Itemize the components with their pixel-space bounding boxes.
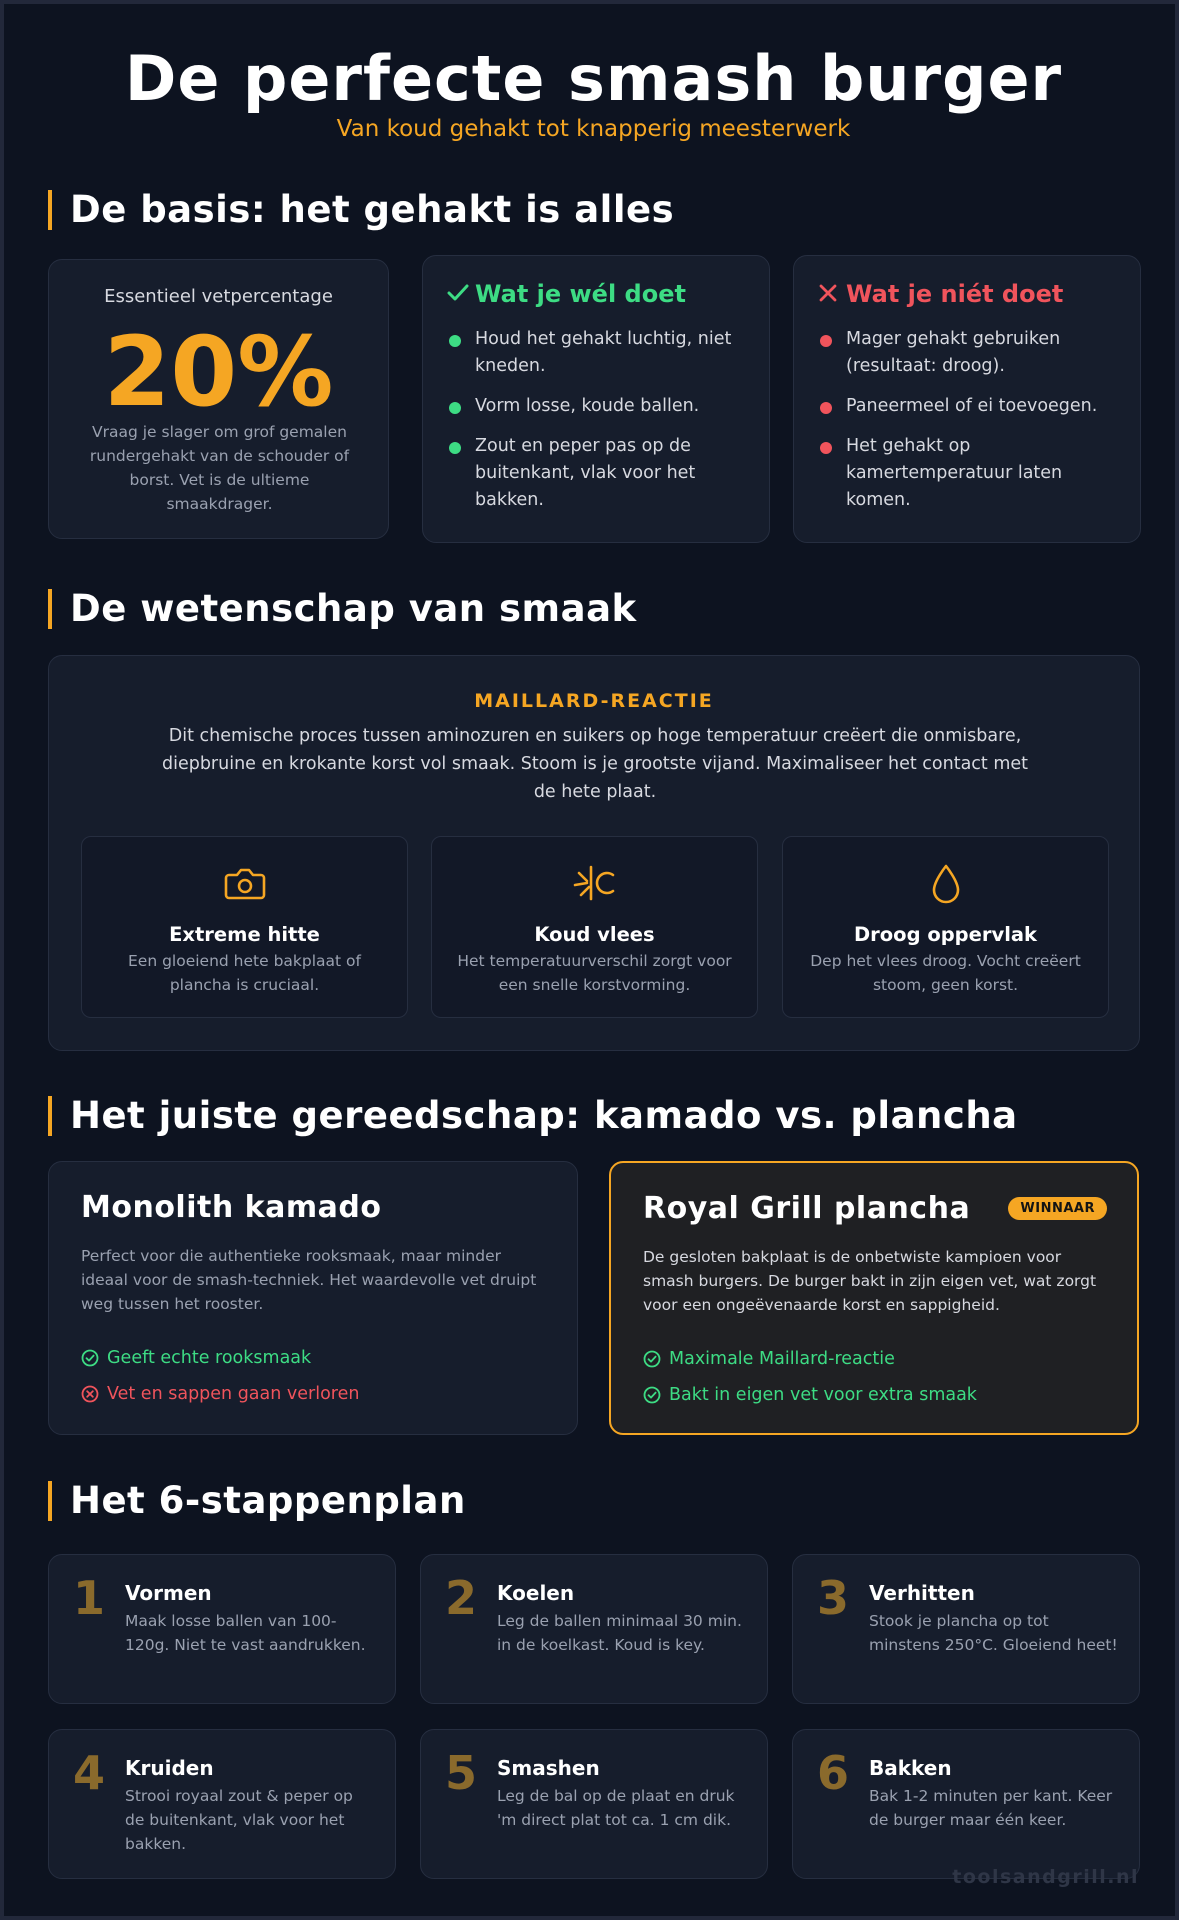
bullet-icon xyxy=(449,335,461,347)
dont-heading xyxy=(818,280,1063,308)
list-item xyxy=(447,326,751,380)
pro-text: Geeft echte rooksmaak xyxy=(107,1348,312,1368)
pros-list xyxy=(81,1340,557,1412)
do-list xyxy=(447,326,751,527)
camera-icon xyxy=(82,863,407,903)
dont-list xyxy=(818,326,1122,527)
bullet-icon xyxy=(449,442,461,454)
pro-item xyxy=(643,1341,1117,1377)
check-circle-icon xyxy=(643,1350,669,1368)
list-item xyxy=(447,433,751,514)
list-item xyxy=(818,326,1122,380)
step-card xyxy=(792,1554,1140,1704)
step-number: 1 xyxy=(73,1571,106,1625)
x-icon xyxy=(818,280,846,308)
list-item-text: Vorm losse, koude ballen. xyxy=(475,396,700,416)
pro-text: Bakt in eigen vet voor extra smaak xyxy=(669,1385,977,1405)
list-item-text: Houd het gehakt luchtig, niet kneden. xyxy=(475,329,732,376)
step-description: Leg de bal op de plaat en druk 'm direct plat tot ca. 1 cm dik. xyxy=(497,1787,735,1829)
science-card xyxy=(48,655,1140,1051)
step-number: 3 xyxy=(817,1571,850,1625)
pro-item xyxy=(643,1377,1117,1413)
do-title: Wat je wél doet xyxy=(475,280,686,308)
factor-card xyxy=(81,836,408,1018)
watermark: toolsandgrill.nl xyxy=(952,1866,1139,1888)
factor-description: Het temperatuurverschil zorgt voor een snelle korstvorming. xyxy=(457,952,732,994)
section-title-basis: De basis: het gehakt is alles xyxy=(48,190,674,230)
fat-description: Vraag je slager om grof gemalen rundergehakt van de schouder of borst. Vet is de ultieme smaakdrager. xyxy=(89,423,350,513)
page-title: De perfecte smash burger xyxy=(124,42,1063,115)
fat-percentage-card xyxy=(48,259,389,539)
tool-description: De gesloten bakplaat is de onbetwiste kampioen voor smash burgers. De burger bakt in zijn eigen vet, wat zorgt voor een ongeëvenaarde korst en sappigheid. xyxy=(643,1248,1097,1314)
step-title: Verhitten xyxy=(869,1581,975,1605)
step-number: 6 xyxy=(817,1746,850,1800)
section-title-steps: Het 6-stappenplan xyxy=(48,1481,466,1521)
kamado-card xyxy=(48,1161,578,1435)
check-circle-icon xyxy=(81,1349,107,1367)
step-title: Koelen xyxy=(497,1581,575,1605)
factor-description: Dep het vlees droog. Vocht creëert stoom, geen korst. xyxy=(810,952,1081,994)
step-description: Bak 1-2 minuten per kant. Keer de burger maar één keer. xyxy=(869,1787,1113,1829)
pro-item xyxy=(81,1340,557,1376)
bullet-icon xyxy=(820,442,832,454)
step-card xyxy=(48,1554,396,1704)
list-item-text: Zout en peper pas op de buitenkant, vlak voor het bakken. xyxy=(475,436,696,510)
fat-value: 20% xyxy=(103,316,334,428)
factor-title: Koud vlees xyxy=(534,923,655,946)
list-item xyxy=(818,433,1122,514)
step-description: Maak losse ballen van 100-120g. Niet te vast aandrukken. xyxy=(125,1612,366,1654)
step-card xyxy=(420,1729,768,1879)
con-text: Vet en sappen gaan verloren xyxy=(107,1384,360,1404)
tool-name: Royal Grill plancha xyxy=(643,1191,971,1226)
tool-name: Monolith kamado xyxy=(81,1190,382,1225)
step-title: Kruiden xyxy=(125,1756,214,1780)
bullet-icon xyxy=(820,335,832,347)
step-card xyxy=(792,1729,1140,1879)
step-title: Vormen xyxy=(125,1581,212,1605)
section-title-science: De wetenschap van smaak xyxy=(48,589,637,629)
step-description: Stook je plancha op tot minstens 250°C. Gloeiend heet! xyxy=(869,1612,1118,1654)
step-description: Leg de ballen minimaal 30 min. in de koelkast. Koud is key. xyxy=(497,1612,742,1654)
factor-title: Extreme hitte xyxy=(169,923,320,946)
winner-badge: WINNAAR xyxy=(1008,1197,1107,1220)
section-title-tools: Het juiste gereedschap: kamado vs. plancha xyxy=(48,1096,1018,1136)
tool-description: Perfect voor die authentieke rooksmaak, maar minder ideaal voor de smash-techniek. Het waardevolle vet druipt weg tussen het rooster. xyxy=(81,1247,537,1313)
check-icon xyxy=(447,280,475,308)
bullet-icon xyxy=(449,402,461,414)
maillard-title: MAILLARD-REACTIE xyxy=(474,690,714,712)
check-circle-icon xyxy=(643,1386,669,1404)
step-title: Smashen xyxy=(497,1756,600,1780)
step-card xyxy=(420,1554,768,1704)
do-heading xyxy=(447,280,686,308)
maillard-text: Dit chemische proces tussen aminozuren en suikers op hoge temperatuur creëert die onmisbare, diepbruine en krokante korst vol smaak. Stoom is je grootste vijand. Maximaliseer het contact met de hete plaat. xyxy=(161,726,1029,802)
step-description: Strooi royaal zout & peper op de buitenkant, vlak voor het bakken. xyxy=(125,1787,353,1853)
factor-description: Een gloeiend hete bakplaat of plancha is cruciaal. xyxy=(128,952,361,994)
dont-card xyxy=(793,255,1141,543)
plancha-card xyxy=(609,1161,1139,1435)
page-subtitle: Van koud gehakt tot knapperig meesterwerk xyxy=(336,116,851,142)
step-number: 5 xyxy=(445,1746,478,1800)
bullet-icon xyxy=(820,402,832,414)
step-card xyxy=(48,1729,396,1879)
list-item xyxy=(447,393,751,420)
dont-title: Wat je niét doet xyxy=(846,280,1064,308)
fat-label: Essentieel vetpercentage xyxy=(104,286,333,307)
step-number: 4 xyxy=(73,1746,106,1800)
droplet-icon xyxy=(783,863,1108,903)
factor-card xyxy=(782,836,1109,1018)
list-item-text: Paneermeel of ei toevoegen. xyxy=(846,396,1098,416)
factor-title: Droog oppervlak xyxy=(853,923,1038,946)
pros-list xyxy=(643,1341,1117,1413)
snowflake-icon xyxy=(432,863,757,903)
x-circle-icon xyxy=(81,1385,107,1403)
list-item xyxy=(818,393,1122,420)
step-title: Bakken xyxy=(869,1756,952,1780)
con-item xyxy=(81,1376,557,1412)
pro-text: Maximale Maillard-reactie xyxy=(669,1349,895,1369)
list-item-text: Mager gehakt gebruiken (resultaat: droog). xyxy=(846,329,1061,376)
do-card xyxy=(422,255,770,543)
list-item-text: Het gehakt op kamertemperatuur laten komen. xyxy=(846,436,1063,510)
factor-card xyxy=(431,836,758,1018)
step-number: 2 xyxy=(445,1571,478,1625)
